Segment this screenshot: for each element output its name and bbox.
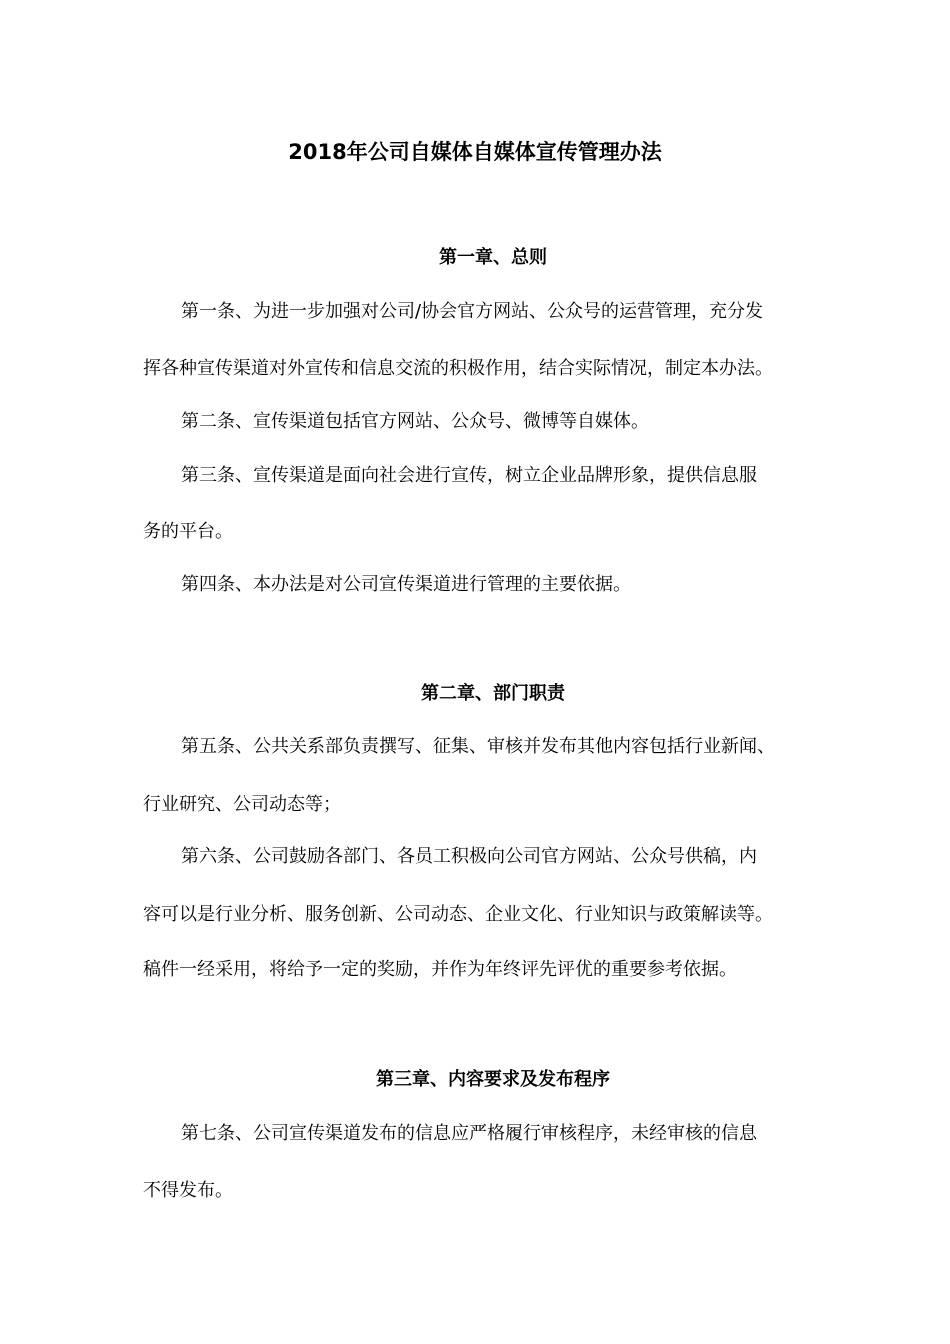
article-line: 第六条、公司鼓励各部门、各员工积极向公司官方网站、公众号供稿，内 — [181, 846, 757, 867]
chapter-heading: 第二章、部门职责 — [421, 683, 565, 704]
chapter-heading: 第一章、总则 — [439, 247, 547, 268]
article-line: 行业研究、公司动态等； — [143, 794, 341, 815]
chapter-heading: 第三章、内容要求及发布程序 — [376, 1069, 610, 1090]
article-line: 第二条、宣传渠道包括官方网站、公众号、微博等自媒体。 — [181, 411, 649, 432]
article-line: 务的平台。 — [143, 521, 233, 542]
article-line: 第七条、公司宣传渠道发布的信息应严格履行审核程序，未经审核的信息 — [181, 1123, 757, 1144]
article-line: 不得发布。 — [143, 1180, 233, 1201]
article-line: 第四条、本办法是对公司宣传渠道进行管理的主要依据。 — [181, 574, 631, 595]
article-line: 挥各种宣传渠道对外宣传和信息交流的积极作用，结合实际情况，制定本办法。 — [143, 358, 773, 379]
document-title: 2018年公司自媒体自媒体宣传管理办法 — [288, 140, 662, 164]
article-line: 容可以是行业分析、服务创新、公司动态、企业文化、行业知识与政策解读等。 — [143, 904, 773, 925]
article-line: 第三条、宣传渠道是面向社会进行宣传，树立企业品牌形象，提供信息服 — [181, 465, 757, 486]
article-line: 稿件一经采用，将给予一定的奖励，并作为年终评先评优的重要参考依据。 — [143, 959, 737, 980]
article-line: 第五条、公共关系部负责撰写、征集、审核并发布其他内容包括行业新闻、 — [181, 736, 775, 757]
article-line: 第一条、为进一步加强对公司/协会官方网站、公众号的运营管理，充分发 — [181, 301, 764, 322]
